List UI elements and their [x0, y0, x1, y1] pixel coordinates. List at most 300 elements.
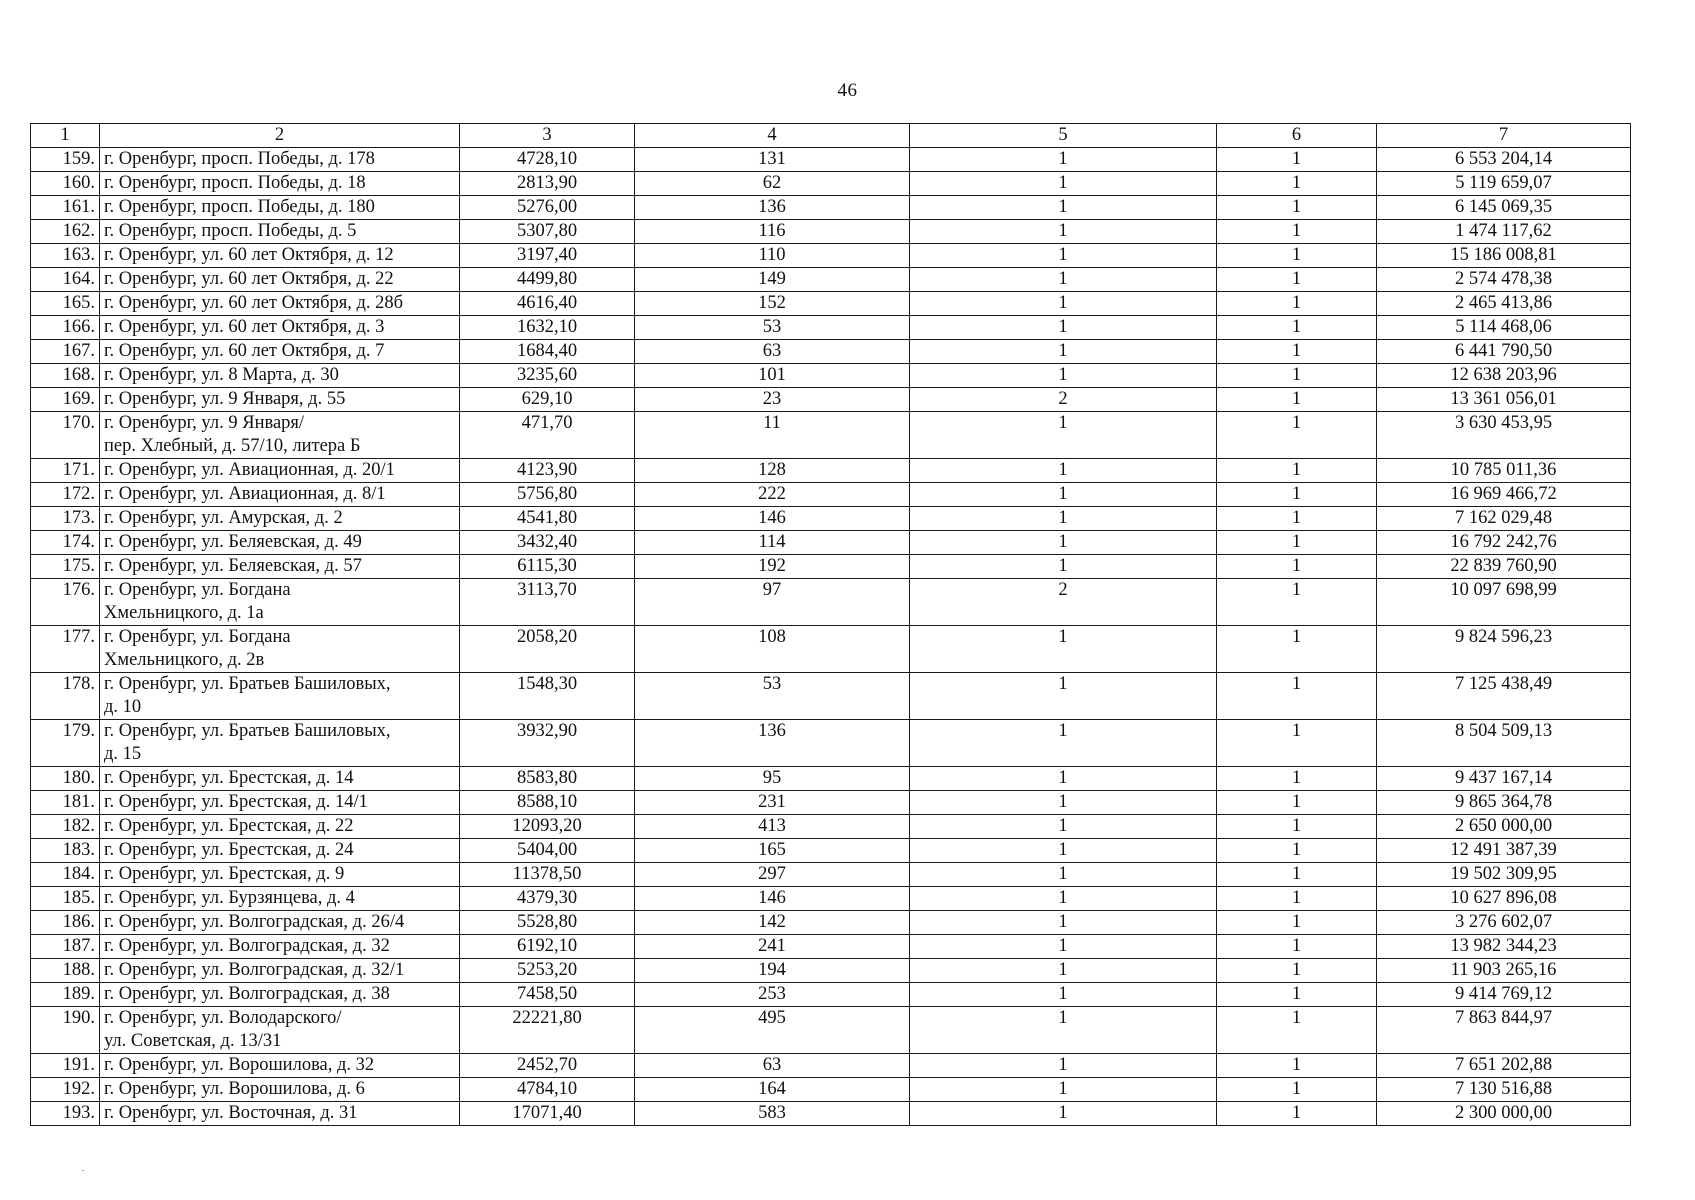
- col5-cell: 1: [910, 815, 1217, 839]
- col6-cell: 1: [1217, 1078, 1377, 1102]
- col5-cell: 1: [910, 839, 1217, 863]
- table-row: [31, 815, 1631, 839]
- table-row: [31, 579, 1631, 626]
- table-row: [31, 220, 1631, 244]
- address-line: г. Оренбург, ул. Богдана: [104, 627, 291, 647]
- col7-cell: 6 553 204,14: [1377, 148, 1631, 172]
- table-row: [31, 196, 1631, 220]
- address-cell: [100, 220, 460, 244]
- col5-cell: 1: [910, 983, 1217, 1007]
- table-row: [31, 887, 1631, 911]
- address-cell: [100, 1102, 460, 1126]
- col7-cell: 15 186 008,81: [1377, 244, 1631, 268]
- col5-cell: 1: [910, 1054, 1217, 1078]
- address-line: г. Оренбург, ул. 60 лет Октября, д. 22: [104, 269, 394, 289]
- col6-cell: 1: [1217, 412, 1377, 459]
- col6-cell: 1: [1217, 1102, 1377, 1126]
- col5-cell: 1: [910, 292, 1217, 316]
- col3-cell: 5307,80: [460, 220, 635, 244]
- col6-cell: 1: [1217, 673, 1377, 720]
- col6-cell: 1: [1217, 1054, 1377, 1078]
- col6-cell: 1: [1217, 244, 1377, 268]
- col4-cell: 131: [635, 148, 910, 172]
- address-line: Хмельницкого, д. 2в: [104, 650, 265, 670]
- col5-cell: 1: [910, 459, 1217, 483]
- col7-cell: 12 491 387,39: [1377, 839, 1631, 863]
- table-row: [31, 1102, 1631, 1126]
- col7-cell: 7 863 844,97: [1377, 1007, 1631, 1054]
- address-cell: [100, 555, 460, 579]
- col4-cell: 63: [635, 1054, 910, 1078]
- col7-cell: 2 300 000,00: [1377, 1102, 1631, 1126]
- col7-cell: 3 630 453,95: [1377, 412, 1631, 459]
- address-cell: [100, 720, 460, 767]
- col4-cell: 136: [635, 720, 910, 767]
- address-line: г. Оренбург, ул. Брестская, д. 24: [104, 840, 354, 860]
- table-row: [31, 959, 1631, 983]
- col3-cell: 5528,80: [460, 911, 635, 935]
- row-number-cell: 184.: [31, 863, 100, 887]
- col3-cell: 3235,60: [460, 364, 635, 388]
- address-line: д. 10: [104, 697, 142, 717]
- row-number-cell: 168.: [31, 364, 100, 388]
- address-line: г. Оренбург, ул. 60 лет Октября, д. 3: [104, 317, 385, 337]
- col5-cell: 1: [910, 555, 1217, 579]
- col3-cell: 22221,80: [460, 1007, 635, 1054]
- col6-cell: 1: [1217, 815, 1377, 839]
- col6-cell: 1: [1217, 839, 1377, 863]
- column-header: 6: [1217, 124, 1377, 148]
- col6-cell: 1: [1217, 555, 1377, 579]
- col5-cell: 1: [910, 720, 1217, 767]
- table-row: [31, 412, 1631, 459]
- address-line: г. Оренбург, ул. 60 лет Октября, д. 7: [104, 341, 385, 361]
- col5-cell: 1: [910, 148, 1217, 172]
- col4-cell: 241: [635, 935, 910, 959]
- address-cell: [100, 815, 460, 839]
- col6-cell: 1: [1217, 911, 1377, 935]
- col6-cell: 1: [1217, 316, 1377, 340]
- table-row: [31, 767, 1631, 791]
- col4-cell: 116: [635, 220, 910, 244]
- col7-cell: 11 903 265,16: [1377, 959, 1631, 983]
- table-row: [31, 911, 1631, 935]
- column-header: 4: [635, 124, 910, 148]
- table-row: [31, 483, 1631, 507]
- col6-cell: 1: [1217, 507, 1377, 531]
- col4-cell: 114: [635, 531, 910, 555]
- col3-cell: 1632,10: [460, 316, 635, 340]
- col3-cell: 3432,40: [460, 531, 635, 555]
- row-number-cell: 161.: [31, 196, 100, 220]
- address-line: г. Оренбург, ул. Богдана: [104, 580, 291, 600]
- address-line: Хмельницкого, д. 1а: [104, 603, 264, 623]
- col7-cell: 7 162 029,48: [1377, 507, 1631, 531]
- col7-cell: 7 651 202,88: [1377, 1054, 1631, 1078]
- col7-cell: 9 865 364,78: [1377, 791, 1631, 815]
- table-row: [31, 673, 1631, 720]
- address-cell: [100, 983, 460, 1007]
- col4-cell: 97: [635, 579, 910, 626]
- col3-cell: 3197,40: [460, 244, 635, 268]
- row-number-cell: 172.: [31, 483, 100, 507]
- address-line: г. Оренбург, ул. Ворошилова, д. 32: [104, 1055, 375, 1075]
- row-number-cell: 180.: [31, 767, 100, 791]
- address-line: г. Оренбург, ул. Восточная, д. 31: [104, 1103, 358, 1123]
- row-number-cell: 162.: [31, 220, 100, 244]
- col7-cell: 10 627 896,08: [1377, 887, 1631, 911]
- address-cell: [100, 340, 460, 364]
- address-line: г. Оренбург, ул. 60 лет Октября, д. 12: [104, 245, 394, 265]
- address-cell: [100, 767, 460, 791]
- col5-cell: 1: [910, 268, 1217, 292]
- address-line: г. Оренбург, ул. Амурская, д. 2: [104, 508, 343, 528]
- row-number-cell: 185.: [31, 887, 100, 911]
- col7-cell: 6 441 790,50: [1377, 340, 1631, 364]
- col3-cell: 1548,30: [460, 673, 635, 720]
- col4-cell: 194: [635, 959, 910, 983]
- row-number-cell: 191.: [31, 1054, 100, 1078]
- address-cell: [100, 244, 460, 268]
- col7-cell: 6 145 069,35: [1377, 196, 1631, 220]
- address-cell: [100, 459, 460, 483]
- col7-cell: 8 504 509,13: [1377, 720, 1631, 767]
- row-number-cell: 175.: [31, 555, 100, 579]
- col4-cell: 53: [635, 316, 910, 340]
- col5-cell: 1: [910, 531, 1217, 555]
- col3-cell: 471,70: [460, 412, 635, 459]
- col3-cell: 1684,40: [460, 340, 635, 364]
- col3-cell: 6115,30: [460, 555, 635, 579]
- address-cell: [100, 935, 460, 959]
- address-cell: [100, 959, 460, 983]
- row-number-cell: 179.: [31, 720, 100, 767]
- col6-cell: 1: [1217, 196, 1377, 220]
- col7-cell: 10 097 698,99: [1377, 579, 1631, 626]
- col5-cell: 1: [910, 483, 1217, 507]
- table-row: [31, 863, 1631, 887]
- col6-cell: 1: [1217, 148, 1377, 172]
- col5-cell: 1: [910, 196, 1217, 220]
- address-line: г. Оренбург, просп. Победы, д. 178: [104, 149, 375, 169]
- col6-cell: 1: [1217, 720, 1377, 767]
- column-header: 7: [1377, 124, 1631, 148]
- column-header: 3: [460, 124, 635, 148]
- col5-cell: 1: [910, 887, 1217, 911]
- col7-cell: 1 474 117,62: [1377, 220, 1631, 244]
- col4-cell: 222: [635, 483, 910, 507]
- address-line: г. Оренбург, просп. Победы, д. 18: [104, 173, 366, 193]
- col5-cell: 1: [910, 863, 1217, 887]
- col7-cell: 9 414 769,12: [1377, 983, 1631, 1007]
- col4-cell: 152: [635, 292, 910, 316]
- address-line: г. Оренбург, ул. Бурзянцева, д. 4: [104, 888, 355, 908]
- row-number-cell: 167.: [31, 340, 100, 364]
- address-line: пер. Хлебный, д. 57/10, литера Б: [104, 436, 361, 456]
- address-cell: [100, 579, 460, 626]
- row-number-cell: 188.: [31, 959, 100, 983]
- table-row: [31, 268, 1631, 292]
- address-cell: [100, 1007, 460, 1054]
- address-cell: [100, 887, 460, 911]
- table-row: [31, 459, 1631, 483]
- col3-cell: 4379,30: [460, 887, 635, 911]
- col3-cell: 12093,20: [460, 815, 635, 839]
- col3-cell: 5253,20: [460, 959, 635, 983]
- col6-cell: 1: [1217, 459, 1377, 483]
- address-cell: [100, 791, 460, 815]
- row-number-cell: 186.: [31, 911, 100, 935]
- col3-cell: 3113,70: [460, 579, 635, 626]
- col5-cell: 1: [910, 1078, 1217, 1102]
- address-line: г. Оренбург, ул. Ворошилова, д. 6: [104, 1079, 365, 1099]
- registry-table: [30, 123, 1631, 1126]
- table-row: [31, 1078, 1631, 1102]
- address-line: д. 15: [104, 744, 142, 764]
- table-row: [31, 935, 1631, 959]
- col4-cell: 297: [635, 863, 910, 887]
- address-cell: [100, 196, 460, 220]
- row-number-cell: 165.: [31, 292, 100, 316]
- row-number-cell: 192.: [31, 1078, 100, 1102]
- address-line: г. Оренбург, ул. Авиационная, д. 20/1: [104, 460, 395, 480]
- col5-cell: 1: [910, 340, 1217, 364]
- col7-cell: 2 650 000,00: [1377, 815, 1631, 839]
- col7-cell: 2 574 478,38: [1377, 268, 1631, 292]
- col3-cell: 8588,10: [460, 791, 635, 815]
- address-line: г. Оренбург, ул. 8 Марта, д. 30: [104, 365, 339, 385]
- row-number-cell: 176.: [31, 579, 100, 626]
- table-row: [31, 1054, 1631, 1078]
- scan-speck: [82, 1170, 84, 1171]
- col6-cell: 1: [1217, 1007, 1377, 1054]
- row-number-cell: 173.: [31, 507, 100, 531]
- col3-cell: 3932,90: [460, 720, 635, 767]
- address-line: г. Оренбург, ул. Волгоградская, д. 38: [104, 984, 390, 1004]
- col7-cell: 16 792 242,76: [1377, 531, 1631, 555]
- address-line: г. Оренбург, ул. Авиационная, д. 8/1: [104, 484, 386, 504]
- address-line: г. Оренбург, ул. Волгоградская, д. 32/1: [104, 960, 405, 980]
- address-line: г. Оренбург, ул. Брестская, д. 14: [104, 768, 354, 788]
- col4-cell: 53: [635, 673, 910, 720]
- col6-cell: 1: [1217, 364, 1377, 388]
- col6-cell: 1: [1217, 887, 1377, 911]
- address-line: г. Оренбург, ул. Володарского/: [104, 1008, 342, 1028]
- col6-cell: 1: [1217, 268, 1377, 292]
- table-row: [31, 839, 1631, 863]
- table-row: [31, 172, 1631, 196]
- row-number-cell: 178.: [31, 673, 100, 720]
- col5-cell: 1: [910, 364, 1217, 388]
- address-cell: [100, 292, 460, 316]
- col4-cell: 192: [635, 555, 910, 579]
- row-number-cell: 169.: [31, 388, 100, 412]
- col7-cell: 3 276 602,07: [1377, 911, 1631, 935]
- col6-cell: 1: [1217, 531, 1377, 555]
- table-row: [31, 388, 1631, 412]
- address-cell: [100, 172, 460, 196]
- address-line: г. Оренбург, ул. Братьев Башиловых,: [104, 674, 391, 694]
- col3-cell: 7458,50: [460, 983, 635, 1007]
- col3-cell: 11378,50: [460, 863, 635, 887]
- table-row: [31, 555, 1631, 579]
- address-cell: [100, 148, 460, 172]
- col4-cell: 413: [635, 815, 910, 839]
- col4-cell: 101: [635, 364, 910, 388]
- row-number-cell: 193.: [31, 1102, 100, 1126]
- address-line: г. Оренбург, ул. Беляевская, д. 57: [104, 556, 362, 576]
- col4-cell: 11: [635, 412, 910, 459]
- column-header: 5: [910, 124, 1217, 148]
- col4-cell: 62: [635, 172, 910, 196]
- col5-cell: 1: [910, 412, 1217, 459]
- address-line: г. Оренбург, ул. Беляевская, д. 49: [104, 532, 362, 552]
- row-number-cell: 160.: [31, 172, 100, 196]
- col5-cell: 1: [910, 316, 1217, 340]
- row-number-cell: 171.: [31, 459, 100, 483]
- col6-cell: 1: [1217, 983, 1377, 1007]
- col3-cell: 6192,10: [460, 935, 635, 959]
- address-cell: [100, 1054, 460, 1078]
- col4-cell: 146: [635, 887, 910, 911]
- col4-cell: 136: [635, 196, 910, 220]
- col5-cell: 1: [910, 959, 1217, 983]
- column-header: 1: [31, 124, 100, 148]
- col5-cell: 1: [910, 911, 1217, 935]
- address-cell: [100, 1078, 460, 1102]
- row-number-cell: 177.: [31, 626, 100, 673]
- row-number-cell: 189.: [31, 983, 100, 1007]
- address-cell: [100, 839, 460, 863]
- row-number-cell: 164.: [31, 268, 100, 292]
- col3-cell: 8583,80: [460, 767, 635, 791]
- table-row: [31, 531, 1631, 555]
- col4-cell: 63: [635, 340, 910, 364]
- col7-cell: 7 125 438,49: [1377, 673, 1631, 720]
- col6-cell: 1: [1217, 292, 1377, 316]
- row-number-cell: 182.: [31, 815, 100, 839]
- address-line: г. Оренбург, просп. Победы, д. 5: [104, 221, 357, 241]
- col5-cell: 1: [910, 507, 1217, 531]
- table-header-row: [31, 124, 1631, 148]
- address-line: г. Оренбург, ул. Брестская, д. 9: [104, 864, 345, 884]
- table-row: [31, 626, 1631, 673]
- col3-cell: 5276,00: [460, 196, 635, 220]
- table-row: [31, 1007, 1631, 1054]
- col7-cell: 12 638 203,96: [1377, 364, 1631, 388]
- col7-cell: 13 982 344,23: [1377, 935, 1631, 959]
- col5-cell: 2: [910, 579, 1217, 626]
- address-line: г. Оренбург, ул. Волгоградская, д. 32: [104, 936, 390, 956]
- row-number-cell: 181.: [31, 791, 100, 815]
- row-number-cell: 163.: [31, 244, 100, 268]
- col7-cell: 10 785 011,36: [1377, 459, 1631, 483]
- col3-cell: 4728,10: [460, 148, 635, 172]
- address-cell: [100, 388, 460, 412]
- col4-cell: 583: [635, 1102, 910, 1126]
- address-cell: [100, 911, 460, 935]
- col3-cell: 4784,10: [460, 1078, 635, 1102]
- col7-cell: 16 969 466,72: [1377, 483, 1631, 507]
- col5-cell: 1: [910, 172, 1217, 196]
- table-body: [31, 148, 1631, 1126]
- col4-cell: 23: [635, 388, 910, 412]
- col6-cell: 1: [1217, 340, 1377, 364]
- address-line: г. Оренбург, ул. Братьев Башиловых,: [104, 721, 391, 741]
- col3-cell: 17071,40: [460, 1102, 635, 1126]
- address-line: г. Оренбург, ул. Брестская, д. 14/1: [104, 792, 368, 812]
- col5-cell: 1: [910, 626, 1217, 673]
- col6-cell: 1: [1217, 959, 1377, 983]
- col4-cell: 231: [635, 791, 910, 815]
- col3-cell: 5404,00: [460, 839, 635, 863]
- col3-cell: 629,10: [460, 388, 635, 412]
- col4-cell: 149: [635, 268, 910, 292]
- col3-cell: 2058,20: [460, 626, 635, 673]
- col6-cell: 1: [1217, 579, 1377, 626]
- col5-cell: 1: [910, 673, 1217, 720]
- table-row: [31, 507, 1631, 531]
- col4-cell: 110: [635, 244, 910, 268]
- column-header: 2: [100, 124, 460, 148]
- address-line: г. Оренбург, ул. 9 Января/: [104, 413, 305, 433]
- address-cell: [100, 507, 460, 531]
- col6-cell: 1: [1217, 388, 1377, 412]
- col4-cell: 128: [635, 459, 910, 483]
- col6-cell: 1: [1217, 483, 1377, 507]
- col7-cell: 2 465 413,86: [1377, 292, 1631, 316]
- col5-cell: 1: [910, 767, 1217, 791]
- address-cell: [100, 863, 460, 887]
- table-row: [31, 983, 1631, 1007]
- address-cell: [100, 412, 460, 459]
- address-line: г. Оренбург, ул. Брестская, д. 22: [104, 816, 354, 836]
- col7-cell: 7 130 516,88: [1377, 1078, 1631, 1102]
- row-number-cell: 187.: [31, 935, 100, 959]
- address-line: ул. Советская, д. 13/31: [104, 1031, 282, 1051]
- table-row: [31, 244, 1631, 268]
- col6-cell: 1: [1217, 791, 1377, 815]
- address-line: г. Оренбург, ул. Волгоградская, д. 26/4: [104, 912, 405, 932]
- col6-cell: 1: [1217, 863, 1377, 887]
- col3-cell: 4123,90: [460, 459, 635, 483]
- col5-cell: 2: [910, 388, 1217, 412]
- table-row: [31, 791, 1631, 815]
- address-line: г. Оренбург, ул. 9 Января, д. 55: [104, 389, 346, 409]
- col6-cell: 1: [1217, 767, 1377, 791]
- table-row: [31, 364, 1631, 388]
- col3-cell: 5756,80: [460, 483, 635, 507]
- row-number-cell: 170.: [31, 412, 100, 459]
- col6-cell: 1: [1217, 172, 1377, 196]
- col7-cell: 9 437 167,14: [1377, 767, 1631, 791]
- col5-cell: 1: [910, 791, 1217, 815]
- row-number-cell: 159.: [31, 148, 100, 172]
- col4-cell: 495: [635, 1007, 910, 1054]
- col4-cell: 165: [635, 839, 910, 863]
- address-cell: [100, 316, 460, 340]
- col7-cell: 22 839 760,90: [1377, 555, 1631, 579]
- address-cell: [100, 673, 460, 720]
- row-number-cell: 190.: [31, 1007, 100, 1054]
- col3-cell: 4499,80: [460, 268, 635, 292]
- address-line: г. Оренбург, просп. Победы, д. 180: [104, 197, 375, 217]
- table-row: [31, 292, 1631, 316]
- col4-cell: 253: [635, 983, 910, 1007]
- col7-cell: 5 114 468,06: [1377, 316, 1631, 340]
- table-row: [31, 720, 1631, 767]
- address-cell: [100, 268, 460, 292]
